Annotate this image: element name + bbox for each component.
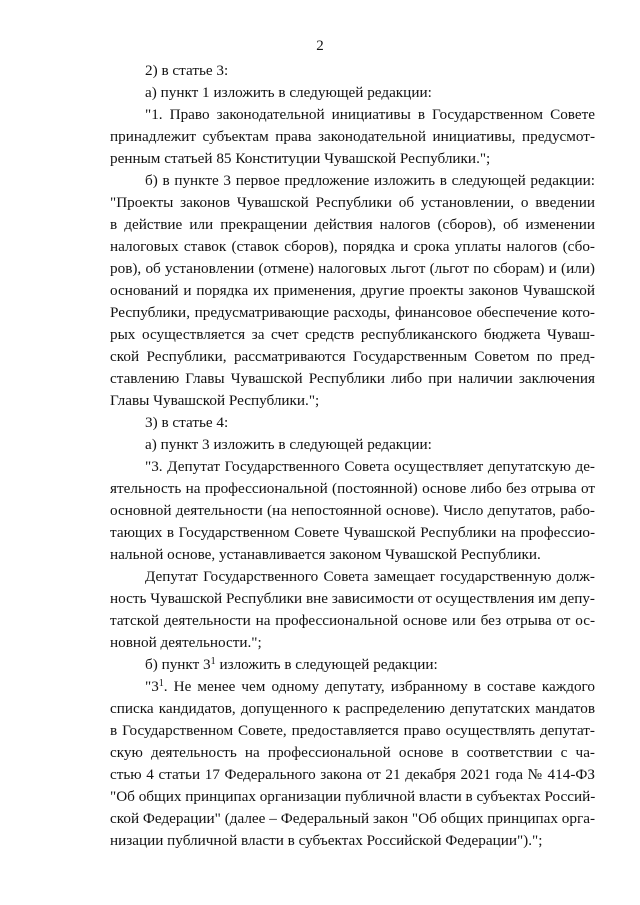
text-line: ской Республики, рассматриваются Государственным Советом по пред- <box>110 348 595 365</box>
text-fragment: б) пункт 3 <box>145 656 211 673</box>
text-line: Главы Чувашской Республики."; <box>110 392 320 409</box>
text-line: низации публичной власти в субъектах Российской Федерации")."; <box>110 832 543 849</box>
text-line: Республики, предусматривающие расходы, финансовое обеспечение кото- <box>110 304 595 321</box>
text-line: рых осуществляется за счет средств республиканского бюджета Чуваш- <box>110 326 595 343</box>
text-line: "1. Право законодательной инициативы в Государственном Совете <box>145 106 595 123</box>
text-line: а) пункт 3 изложить в следующей редакции: <box>145 436 432 453</box>
text-line: нальной основе, устанавливается законом Чувашской Республики. <box>110 546 541 563</box>
text-line: 2) в статье 3: <box>145 62 229 79</box>
text-line: "3. Депутат Государственного Совета осуществляет депутатскую де- <box>145 458 595 475</box>
text-line: принадлежит субъектам права законодательной инициативы, предусмот- <box>110 128 595 145</box>
text-line: в Государственном Совете, предоставляется право осуществлять депутат- <box>110 722 595 739</box>
text-line: ренным статьей 85 Конституции Чувашской Республики."; <box>110 150 491 167</box>
text-line: а) пункт 1 изложить в следующей редакции: <box>145 84 432 101</box>
text-line: Депутат Государственного Совета замещает государственную долж- <box>145 568 595 585</box>
text-line: основной деятельности (на непостоянной основе). Число депутатов, рабо- <box>110 502 595 519</box>
text-line: новной деятельности."; <box>110 634 262 651</box>
text-line <box>145 677 595 697</box>
page-number: 2 <box>316 38 324 54</box>
text-line: ставлению Главы Чувашской Республики либо при наличии заключения <box>110 370 595 387</box>
text-line: ятельность на профессиональной (постоянной) основе либо без отрыва от <box>110 480 595 497</box>
text-line: стью 4 статьи 17 Федерального закона от 21 декабря 2021 года № 414-ФЗ <box>110 766 595 783</box>
text-line: ров), об установлении (отмене) налоговых льгот (льгот по сборам) и (или) <box>110 260 595 277</box>
text-line: скую деятельность на профессиональной основе в соответствии с ча- <box>110 744 595 761</box>
text-line: в действие или прекращении действия налогов (сборов), об изменении <box>110 216 595 233</box>
text-line: татской деятельности на профессиональной основе или без отрыва от ос- <box>110 612 595 629</box>
text-line: оснований и порядка их применения, другие проекты законов Чувашской <box>110 282 595 299</box>
text-line: списка кандидатов, допущенного к распределению депутатских мандатов <box>110 700 595 717</box>
text-line: 3) в статье 4: <box>145 414 229 431</box>
text-fragment: . Не менее чем одному депутату, избранному в составе каждого <box>163 678 595 695</box>
text-fragment: изложить в следующей редакции: <box>215 656 438 673</box>
superscript: 1 <box>158 678 164 689</box>
text-line: ность Чувашской Республики вне зависимости от осуществления им депу- <box>110 590 595 607</box>
text-fragment: "3 <box>145 678 159 695</box>
superscript: 1 <box>210 656 216 667</box>
text-line: ской Федерации" (далее – Федеральный закон "Об общих принципах орга- <box>110 810 595 827</box>
text-line: "Об общих принципах организации публичной власти в субъектах Россий- <box>110 788 596 805</box>
text-line: б) в пункте 3 первое предложение изложить в следующей редакции: <box>145 172 595 189</box>
text-line: "Проекты законов Чувашской Республики об установлении, о введении <box>110 194 595 211</box>
text-line <box>145 655 595 675</box>
text-line: налоговых ставок (ставок сборов), порядка и срока уплаты налогов (сбо- <box>110 238 595 255</box>
text-line: тающих в Государственном Совете Чувашской Республики на профессио- <box>110 524 595 541</box>
